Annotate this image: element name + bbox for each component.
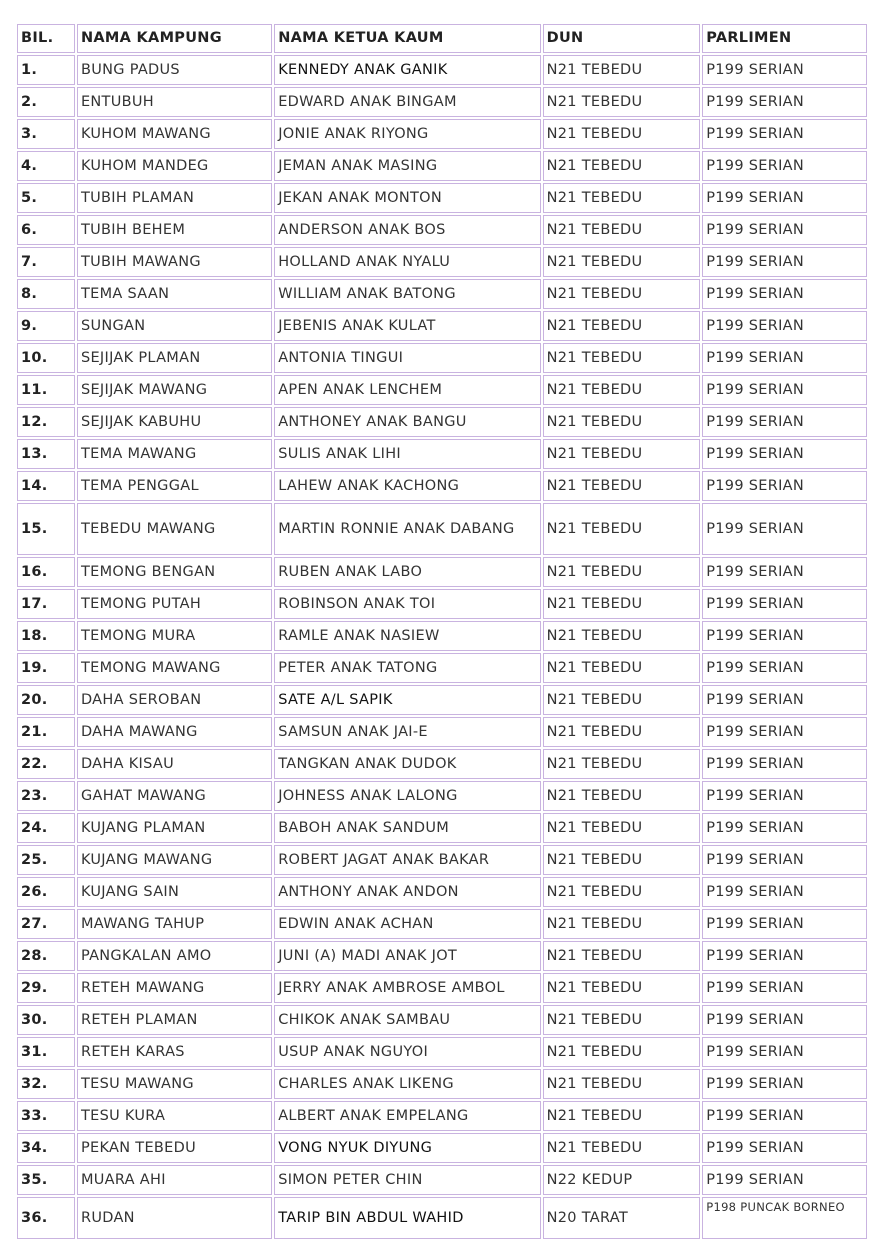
- table-row: [17, 589, 867, 619]
- cell-nama-kampung: KUHOM MANDEG: [77, 151, 272, 181]
- cell-nama-kampung: PEKAN TEBEDU: [77, 1133, 272, 1163]
- cell-dun: N21 TEBEDU: [543, 813, 701, 843]
- cell-nama-ketua-kaum: TARIP BIN ABDUL WAHID: [274, 1197, 540, 1239]
- cell-parlimen: P199 SERIAN: [702, 1069, 867, 1099]
- cell-nama-kampung: ENTUBUH: [77, 87, 272, 117]
- cell-bil: 3.: [17, 119, 75, 149]
- cell-nama-ketua-kaum: RUBEN ANAK LABO: [274, 557, 540, 587]
- cell-dun: N21 TEBEDU: [543, 183, 701, 213]
- cell-nama-kampung: TEMONG BENGAN: [77, 557, 272, 587]
- cell-nama-ketua-kaum: SIMON PETER CHIN: [274, 1165, 540, 1195]
- cell-dun: N21 TEBEDU: [543, 557, 701, 587]
- cell-dun: N21 TEBEDU: [543, 749, 701, 779]
- cell-dun: N21 TEBEDU: [543, 1069, 701, 1099]
- table-row: [17, 247, 867, 277]
- cell-parlimen: P199 SERIAN: [702, 1165, 867, 1195]
- cell-nama-ketua-kaum: HOLLAND ANAK NYALU: [274, 247, 540, 277]
- header-nama-ketua-kaum: NAMA KETUA KAUM: [274, 24, 540, 53]
- cell-parlimen: P199 SERIAN: [702, 973, 867, 1003]
- header-parlimen: PARLIMEN: [702, 24, 867, 53]
- cell-nama-kampung: SEJIJAK KABUHU: [77, 407, 272, 437]
- cell-bil: 7.: [17, 247, 75, 277]
- cell-nama-ketua-kaum: ANTHONY ANAK ANDON: [274, 877, 540, 907]
- cell-nama-kampung: KUHOM MAWANG: [77, 119, 272, 149]
- cell-nama-ketua-kaum: JEKAN ANAK MONTON: [274, 183, 540, 213]
- cell-bil: 34.: [17, 1133, 75, 1163]
- cell-dun: N21 TEBEDU: [543, 845, 701, 875]
- cell-parlimen: P198 PUNCAK BORNEO: [702, 1197, 867, 1239]
- cell-bil: 36.: [17, 1197, 75, 1239]
- cell-dun: N21 TEBEDU: [543, 1101, 701, 1131]
- cell-dun: N21 TEBEDU: [543, 119, 701, 149]
- cell-nama-ketua-kaum: MARTIN RONNIE ANAK DABANG: [274, 503, 540, 555]
- cell-parlimen: P199 SERIAN: [702, 407, 867, 437]
- cell-bil: 29.: [17, 973, 75, 1003]
- cell-nama-ketua-kaum: CHIKOK ANAK SAMBAU: [274, 1005, 540, 1035]
- cell-bil: 32.: [17, 1069, 75, 1099]
- cell-dun: N21 TEBEDU: [543, 151, 701, 181]
- cell-nama-ketua-kaum: KENNEDY ANAK GANIK: [274, 55, 540, 85]
- table-row: [17, 311, 867, 341]
- table-row: [17, 621, 867, 651]
- cell-dun: N21 TEBEDU: [543, 781, 701, 811]
- cell-nama-ketua-kaum: APEN ANAK LENCHEM: [274, 375, 540, 405]
- cell-dun: N21 TEBEDU: [543, 685, 701, 715]
- table-row: [17, 1133, 867, 1163]
- cell-dun: N21 TEBEDU: [543, 407, 701, 437]
- cell-bil: 18.: [17, 621, 75, 651]
- header-dun: DUN: [543, 24, 701, 53]
- cell-bil: 20.: [17, 685, 75, 715]
- cell-parlimen: P199 SERIAN: [702, 557, 867, 587]
- cell-nama-kampung: MUARA AHI: [77, 1165, 272, 1195]
- cell-dun: N21 TEBEDU: [543, 1133, 701, 1163]
- cell-bil: 10.: [17, 343, 75, 373]
- cell-dun: N21 TEBEDU: [543, 909, 701, 939]
- cell-nama-ketua-kaum: SATE A/L SAPIK: [274, 685, 540, 715]
- cell-dun: N20 TARAT: [543, 1197, 701, 1239]
- table-row: [17, 215, 867, 245]
- cell-bil: 22.: [17, 749, 75, 779]
- table-row: [17, 279, 867, 309]
- cell-nama-kampung: DAHA MAWANG: [77, 717, 272, 747]
- table-row: [17, 813, 867, 843]
- cell-parlimen: P199 SERIAN: [702, 55, 867, 85]
- cell-parlimen: P199 SERIAN: [702, 343, 867, 373]
- cell-parlimen: P199 SERIAN: [702, 877, 867, 907]
- cell-nama-kampung: TEMONG MAWANG: [77, 653, 272, 683]
- table-header-row: [17, 24, 867, 53]
- header-nama-kampung: NAMA KAMPUNG: [77, 24, 272, 53]
- cell-parlimen: P199 SERIAN: [702, 279, 867, 309]
- cell-nama-ketua-kaum: WILLIAM ANAK BATONG: [274, 279, 540, 309]
- table-row: [17, 973, 867, 1003]
- cell-dun: N21 TEBEDU: [543, 941, 701, 971]
- cell-dun: N21 TEBEDU: [543, 55, 701, 85]
- cell-bil: 28.: [17, 941, 75, 971]
- cell-bil: 24.: [17, 813, 75, 843]
- cell-parlimen: P199 SERIAN: [702, 151, 867, 181]
- table-row: [17, 685, 867, 715]
- table-body: [17, 55, 867, 1239]
- cell-nama-ketua-kaum: RAMLE ANAK NASIEW: [274, 621, 540, 651]
- table-row: [17, 717, 867, 747]
- cell-parlimen: P199 SERIAN: [702, 183, 867, 213]
- table-row: [17, 407, 867, 437]
- cell-nama-kampung: TEBEDU MAWANG: [77, 503, 272, 555]
- table-row: [17, 1101, 867, 1131]
- table-row: [17, 1069, 867, 1099]
- cell-nama-kampung: TEMA MAWANG: [77, 439, 272, 469]
- cell-dun: N21 TEBEDU: [543, 877, 701, 907]
- cell-parlimen: P199 SERIAN: [702, 375, 867, 405]
- cell-nama-kampung: SUNGAN: [77, 311, 272, 341]
- cell-nama-ketua-kaum: CHARLES ANAK LIKENG: [274, 1069, 540, 1099]
- table-row: [17, 1197, 867, 1239]
- cell-parlimen: P199 SERIAN: [702, 781, 867, 811]
- table-row: [17, 87, 867, 117]
- cell-nama-kampung: KUJANG PLAMAN: [77, 813, 272, 843]
- cell-bil: 33.: [17, 1101, 75, 1131]
- table-row: [17, 55, 867, 85]
- cell-bil: 16.: [17, 557, 75, 587]
- cell-parlimen: P199 SERIAN: [702, 503, 867, 555]
- cell-nama-kampung: TUBIH BEHEM: [77, 215, 272, 245]
- cell-dun: N21 TEBEDU: [543, 973, 701, 1003]
- cell-bil: 13.: [17, 439, 75, 469]
- table-row: [17, 877, 867, 907]
- cell-parlimen: P199 SERIAN: [702, 1037, 867, 1067]
- cell-nama-kampung: KUJANG SAIN: [77, 877, 272, 907]
- table-row: [17, 151, 867, 181]
- cell-parlimen: P199 SERIAN: [702, 1101, 867, 1131]
- cell-dun: N21 TEBEDU: [543, 247, 701, 277]
- cell-nama-kampung: TEMONG PUTAH: [77, 589, 272, 619]
- cell-dun: N21 TEBEDU: [543, 653, 701, 683]
- table-row: [17, 845, 867, 875]
- table-row: [17, 1037, 867, 1067]
- table-row: [17, 557, 867, 587]
- cell-bil: 11.: [17, 375, 75, 405]
- table-row: [17, 749, 867, 779]
- table-row: [17, 439, 867, 469]
- table-row: [17, 653, 867, 683]
- cell-bil: 27.: [17, 909, 75, 939]
- cell-dun: N21 TEBEDU: [543, 439, 701, 469]
- table-row: [17, 119, 867, 149]
- cell-nama-kampung: DAHA SEROBAN: [77, 685, 272, 715]
- table-row: [17, 941, 867, 971]
- cell-bil: 23.: [17, 781, 75, 811]
- cell-dun: N21 TEBEDU: [543, 1005, 701, 1035]
- cell-nama-ketua-kaum: JERRY ANAK AMBROSE AMBOL: [274, 973, 540, 1003]
- cell-parlimen: P199 SERIAN: [702, 653, 867, 683]
- cell-nama-ketua-kaum: VONG NYUK DIYUNG: [274, 1133, 540, 1163]
- cell-parlimen: P199 SERIAN: [702, 717, 867, 747]
- table-row: [17, 183, 867, 213]
- cell-nama-ketua-kaum: TANGKAN ANAK DUDOK: [274, 749, 540, 779]
- cell-bil: 8.: [17, 279, 75, 309]
- table-row: [17, 1165, 867, 1195]
- cell-parlimen: P199 SERIAN: [702, 215, 867, 245]
- cell-parlimen: P199 SERIAN: [702, 119, 867, 149]
- cell-parlimen: P199 SERIAN: [702, 1005, 867, 1035]
- village-head-table: [15, 22, 869, 1241]
- cell-bil: 25.: [17, 845, 75, 875]
- cell-nama-ketua-kaum: ALBERT ANAK EMPELANG: [274, 1101, 540, 1131]
- cell-dun: N21 TEBEDU: [543, 87, 701, 117]
- cell-parlimen: P199 SERIAN: [702, 749, 867, 779]
- cell-parlimen: P199 SERIAN: [702, 589, 867, 619]
- cell-nama-kampung: TEMONG MURA: [77, 621, 272, 651]
- cell-nama-kampung: RUDAN: [77, 1197, 272, 1239]
- cell-dun: N21 TEBEDU: [543, 311, 701, 341]
- cell-bil: 35.: [17, 1165, 75, 1195]
- table-row: [17, 1005, 867, 1035]
- table-row: [17, 471, 867, 501]
- cell-nama-kampung: TUBIH PLAMAN: [77, 183, 272, 213]
- table-row: [17, 909, 867, 939]
- cell-nama-kampung: MAWANG TAHUP: [77, 909, 272, 939]
- cell-nama-ketua-kaum: SULIS ANAK LIHI: [274, 439, 540, 469]
- cell-nama-kampung: GAHAT MAWANG: [77, 781, 272, 811]
- table-row: [17, 503, 867, 555]
- cell-nama-ketua-kaum: ANTONIA TINGUI: [274, 343, 540, 373]
- cell-parlimen: P199 SERIAN: [702, 439, 867, 469]
- header-bil: BIL.: [17, 24, 75, 53]
- cell-parlimen: P199 SERIAN: [702, 941, 867, 971]
- cell-nama-ketua-kaum: ROBERT JAGAT ANAK BAKAR: [274, 845, 540, 875]
- cell-nama-ketua-kaum: EDWIN ANAK ACHAN: [274, 909, 540, 939]
- cell-bil: 21.: [17, 717, 75, 747]
- cell-bil: 2.: [17, 87, 75, 117]
- cell-dun: N21 TEBEDU: [543, 343, 701, 373]
- cell-parlimen: P199 SERIAN: [702, 311, 867, 341]
- cell-dun: N21 TEBEDU: [543, 503, 701, 555]
- cell-dun: N21 TEBEDU: [543, 471, 701, 501]
- cell-dun: N21 TEBEDU: [543, 215, 701, 245]
- cell-nama-kampung: TEMA PENGGAL: [77, 471, 272, 501]
- cell-dun: N21 TEBEDU: [543, 375, 701, 405]
- cell-nama-kampung: TEMA SAAN: [77, 279, 272, 309]
- cell-bil: 12.: [17, 407, 75, 437]
- table-row: [17, 375, 867, 405]
- cell-nama-ketua-kaum: ROBINSON ANAK TOI: [274, 589, 540, 619]
- cell-nama-kampung: RETEH MAWANG: [77, 973, 272, 1003]
- cell-nama-ketua-kaum: JUNI (A) MADI ANAK JOT: [274, 941, 540, 971]
- cell-nama-kampung: RETEH PLAMAN: [77, 1005, 272, 1035]
- table-row: [17, 343, 867, 373]
- cell-nama-kampung: SEJIJAK MAWANG: [77, 375, 272, 405]
- cell-nama-ketua-kaum: USUP ANAK NGUYOI: [274, 1037, 540, 1067]
- cell-nama-kampung: KUJANG MAWANG: [77, 845, 272, 875]
- cell-bil: 6.: [17, 215, 75, 245]
- cell-nama-kampung: BUNG PADUS: [77, 55, 272, 85]
- cell-nama-ketua-kaum: EDWARD ANAK BINGAM: [274, 87, 540, 117]
- cell-parlimen: P199 SERIAN: [702, 1133, 867, 1163]
- cell-parlimen: P199 SERIAN: [702, 87, 867, 117]
- cell-nama-ketua-kaum: SAMSUN ANAK JAI-E: [274, 717, 540, 747]
- cell-parlimen: P199 SERIAN: [702, 813, 867, 843]
- cell-parlimen: P199 SERIAN: [702, 909, 867, 939]
- cell-nama-kampung: PANGKALAN AMO: [77, 941, 272, 971]
- cell-nama-ketua-kaum: ANDERSON ANAK BOS: [274, 215, 540, 245]
- cell-bil: 17.: [17, 589, 75, 619]
- cell-bil: 5.: [17, 183, 75, 213]
- cell-bil: 4.: [17, 151, 75, 181]
- document-page: [15, 22, 869, 1241]
- cell-bil: 19.: [17, 653, 75, 683]
- cell-nama-kampung: TESU KURA: [77, 1101, 272, 1131]
- cell-bil: 15.: [17, 503, 75, 555]
- cell-dun: N21 TEBEDU: [543, 621, 701, 651]
- cell-bil: 30.: [17, 1005, 75, 1035]
- cell-bil: 1.: [17, 55, 75, 85]
- cell-nama-ketua-kaum: ANTHONEY ANAK BANGU: [274, 407, 540, 437]
- cell-parlimen: P199 SERIAN: [702, 247, 867, 277]
- cell-parlimen: P199 SERIAN: [702, 845, 867, 875]
- cell-parlimen: P199 SERIAN: [702, 471, 867, 501]
- cell-nama-ketua-kaum: JEMAN ANAK MASING: [274, 151, 540, 181]
- cell-bil: 31.: [17, 1037, 75, 1067]
- cell-dun: N21 TEBEDU: [543, 279, 701, 309]
- cell-nama-kampung: SEJIJAK PLAMAN: [77, 343, 272, 373]
- cell-nama-ketua-kaum: JONIE ANAK RIYONG: [274, 119, 540, 149]
- cell-nama-ketua-kaum: PETER ANAK TATONG: [274, 653, 540, 683]
- cell-nama-kampung: DAHA KISAU: [77, 749, 272, 779]
- cell-bil: 14.: [17, 471, 75, 501]
- cell-nama-ketua-kaum: JEBENIS ANAK KULAT: [274, 311, 540, 341]
- table-row: [17, 781, 867, 811]
- cell-dun: N22 KEDUP: [543, 1165, 701, 1195]
- cell-bil: 26.: [17, 877, 75, 907]
- cell-parlimen: P199 SERIAN: [702, 621, 867, 651]
- cell-dun: N21 TEBEDU: [543, 1037, 701, 1067]
- cell-nama-ketua-kaum: JOHNESS ANAK LALONG: [274, 781, 540, 811]
- cell-nama-ketua-kaum: BABOH ANAK SANDUM: [274, 813, 540, 843]
- cell-nama-kampung: TUBIH MAWANG: [77, 247, 272, 277]
- cell-bil: 9.: [17, 311, 75, 341]
- cell-parlimen: P199 SERIAN: [702, 685, 867, 715]
- cell-nama-kampung: TESU MAWANG: [77, 1069, 272, 1099]
- cell-nama-ketua-kaum: LAHEW ANAK KACHONG: [274, 471, 540, 501]
- cell-nama-kampung: RETEH KARAS: [77, 1037, 272, 1067]
- cell-dun: N21 TEBEDU: [543, 589, 701, 619]
- cell-dun: N21 TEBEDU: [543, 717, 701, 747]
